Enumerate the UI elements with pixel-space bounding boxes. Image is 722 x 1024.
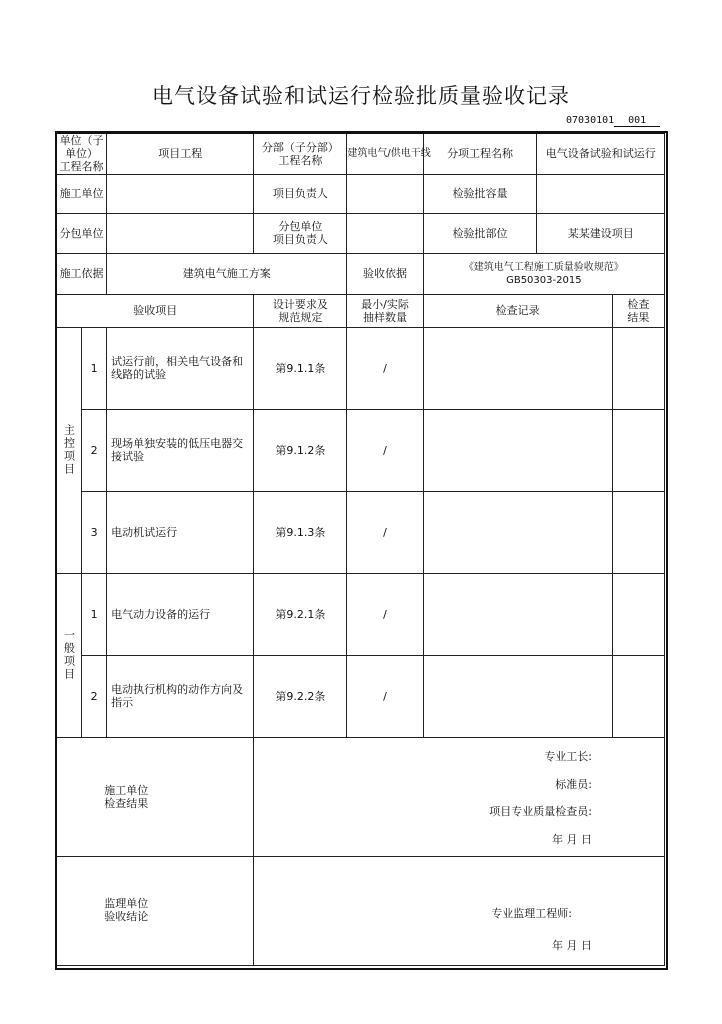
standardizer-label: 标准员:	[555, 777, 592, 791]
item-sample[interactable]: /	[347, 327, 423, 409]
supervisor-result-label: 监理单位 验收结论	[57, 856, 254, 965]
item-result[interactable]	[612, 409, 664, 491]
division-value[interactable]: 建筑电气/供电干线	[347, 133, 423, 174]
item-spec: 第9.1.2条	[254, 409, 347, 491]
table-row	[57, 655, 665, 737]
general-group-label: 一般项目	[57, 573, 82, 737]
item-result[interactable]	[612, 491, 664, 573]
record-code	[566, 115, 660, 127]
item-record[interactable]	[423, 655, 612, 737]
subcontractor-value[interactable]	[107, 213, 254, 253]
col-result: 检查 结果	[612, 294, 664, 327]
contractor-label: 施工单位	[57, 174, 107, 213]
item-sample[interactable]: /	[347, 655, 423, 737]
subcontractor-label: 分包单位	[57, 213, 107, 253]
item-text: 现场单独安装的低压电器交接试验	[107, 409, 254, 491]
page-title: 电气设备试验和试运行检验批质量验收记录	[152, 84, 570, 108]
sub-pm-label: 分包单位 项目负责人	[254, 213, 347, 253]
item-record[interactable]	[423, 327, 612, 409]
basis-label: 施工依据	[57, 253, 107, 294]
capacity-value[interactable]	[537, 174, 665, 213]
subitem-label: 分项工程名称	[423, 133, 537, 174]
location-value[interactable]: 某某建设项目	[537, 213, 665, 253]
contractor-value[interactable]	[107, 174, 254, 213]
item-sample[interactable]: /	[347, 573, 423, 655]
foreman-label: 专业工长:	[544, 749, 592, 763]
item-result[interactable]	[612, 655, 664, 737]
pm-label: 项目负责人	[254, 174, 347, 213]
item-no: 2	[82, 409, 107, 491]
item-sample[interactable]: /	[347, 409, 423, 491]
contractor-result-area[interactable]	[254, 737, 665, 856]
table-row	[57, 573, 665, 655]
basis-value[interactable]: 建筑电气施工方案	[107, 253, 347, 294]
table-row	[57, 491, 665, 573]
item-record[interactable]	[423, 491, 612, 573]
item-text: 电气动力设备的运行	[107, 573, 254, 655]
contractor-date: 年 月 日	[552, 832, 592, 846]
main-group-label: 主控项目	[57, 327, 82, 573]
item-spec: 第9.2.1条	[254, 573, 347, 655]
supervisor-date: 年 月 日	[552, 938, 592, 952]
item-result[interactable]	[612, 573, 664, 655]
item-text: 电动执行机构的动作方向及指示	[107, 655, 254, 737]
contractor-result-label: 施工单位 检查结果	[57, 737, 254, 856]
capacity-label: 检验批容量	[423, 174, 537, 213]
table-row	[57, 327, 665, 409]
code-prefix: 07030101	[566, 115, 615, 126]
pm-value[interactable]	[347, 174, 423, 213]
col-spec: 设计要求及 规范规定	[254, 294, 347, 327]
acceptance-basis-label: 验收依据	[347, 253, 423, 294]
supervising-engineer-label: 专业监理工程师:	[491, 906, 572, 920]
item-record[interactable]	[423, 409, 612, 491]
subitem-value[interactable]: 电气设备试验和试运行	[537, 133, 665, 174]
item-spec: 第9.1.3条	[254, 491, 347, 573]
item-record[interactable]	[423, 573, 612, 655]
item-no: 1	[82, 573, 107, 655]
col-record: 检查记录	[423, 294, 612, 327]
item-spec: 第9.2.2条	[254, 655, 347, 737]
code-number: 001	[614, 115, 660, 127]
unit-label: 单位（子单位） 工程名称	[57, 133, 107, 174]
table-row	[57, 409, 665, 491]
item-no: 3	[82, 491, 107, 573]
item-text: 试运行前，相关电气设备和线路的试验	[107, 327, 254, 409]
item-no: 1	[82, 327, 107, 409]
item-no: 2	[82, 655, 107, 737]
item-sample[interactable]: /	[347, 491, 423, 573]
item-spec: 第9.1.1条	[254, 327, 347, 409]
col-item: 验收项目	[57, 294, 254, 327]
division-label: 分部（子分部） 工程名称	[254, 133, 347, 174]
quality-inspector-label: 项目专业质量检查员:	[489, 804, 592, 818]
location-label: 检验批部位	[423, 213, 537, 253]
item-text: 电动机试运行	[107, 491, 254, 573]
item-result[interactable]	[612, 327, 664, 409]
col-sample: 最小/实际 抽样数量	[347, 294, 423, 327]
inspection-form	[56, 132, 665, 966]
supervisor-result-area[interactable]	[254, 856, 665, 965]
acceptance-basis-value: 《建筑电气工程施工质量验收规范》 GB50303-2015	[423, 253, 664, 294]
unit-value[interactable]: 项目工程	[107, 133, 254, 174]
sub-pm-value[interactable]	[347, 213, 423, 253]
